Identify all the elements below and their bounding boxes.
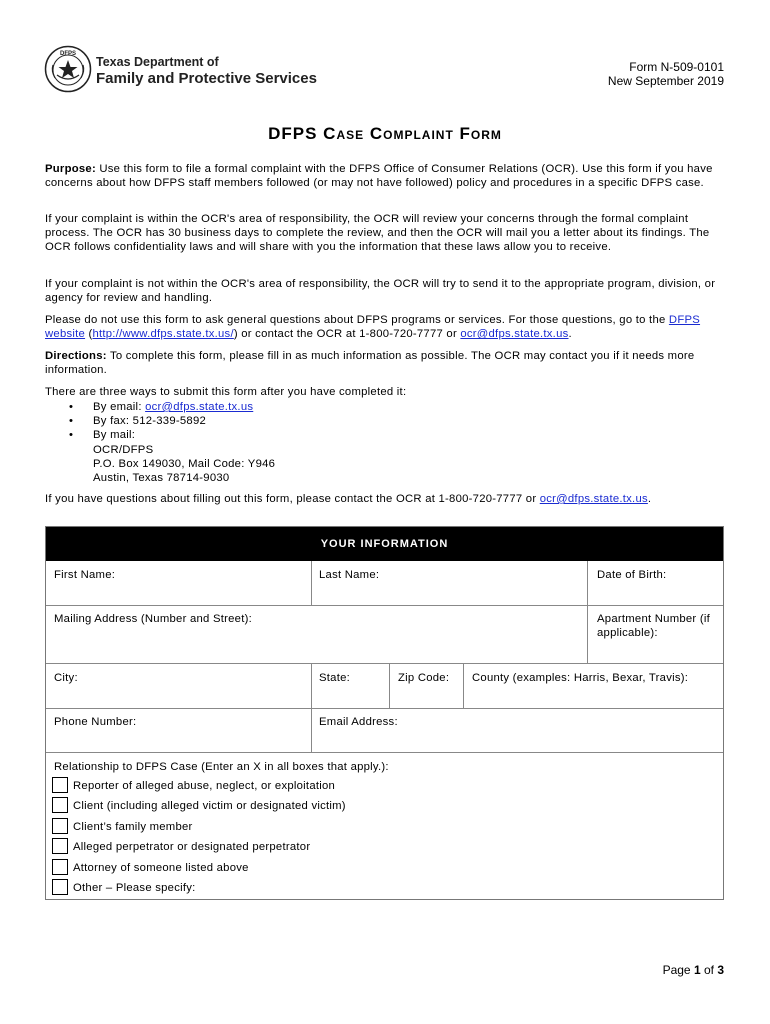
col-divider — [311, 663, 312, 752]
submit-email-link[interactable]: ocr@dfps.state.tx.us — [145, 401, 254, 413]
logo-badge-text: DFPS — [59, 51, 77, 57]
purpose-label: Purpose: — [45, 163, 96, 175]
last-name-field[interactable]: Last Name: — [319, 569, 380, 581]
checkbox[interactable] — [52, 818, 68, 834]
mailing-address-field[interactable]: Mailing Address (Number and Street): — [54, 613, 252, 625]
phone-number-field[interactable]: Phone Number: — [54, 716, 137, 728]
title-text: DFPS Case Complaint Form — [268, 124, 502, 143]
form-number: Form N-509-0101 — [629, 60, 724, 74]
first-name-field[interactable]: First Name: — [54, 569, 116, 581]
checkbox[interactable] — [52, 777, 68, 793]
dfps-seal-icon — [44, 45, 92, 93]
directions-paragraph — [45, 349, 727, 377]
checkbox[interactable] — [52, 797, 68, 813]
dfps-website-link[interactable]: DFPS website — [45, 314, 701, 341]
col-divider — [587, 561, 588, 663]
responsibility-paragraph: If your complaint is within the OCR's area of responsibility, the OCR will review your concerns through the formal complaint process. The OCR has 30 business days to complete the review, and then the OCR will mail you a letter about its findings. The OCR follows confidentiality laws and will share with you the information that these laws allow you to receive. — [45, 213, 710, 254]
submit-email-label: By email: — [93, 401, 146, 413]
option-label: Attorney of someone listed above — [73, 862, 249, 874]
zip-code-field[interactable]: Zip Code: — [398, 672, 450, 684]
page-current: 1 — [693, 963, 701, 977]
mail-address-line3: Austin, Texas 78714-9030 — [93, 472, 230, 485]
checkbox[interactable] — [52, 879, 68, 895]
page-label: Page — [662, 963, 694, 977]
org-name-line2: Family and Protective Services — [96, 70, 317, 87]
option-label: Alleged perpetrator or designated perpetrator — [73, 841, 311, 853]
col-divider — [463, 663, 464, 708]
relationship-label: Relationship to DFPS Case (Enter an X in all boxes that apply.): — [54, 761, 389, 773]
page-title — [0, 124, 770, 144]
page-total: 3 — [717, 963, 724, 977]
section-header: YOUR INFORMATION — [46, 527, 723, 561]
dfps-logo — [44, 45, 317, 95]
mail-address-line2: P.O. Box 149030, Mail Code: Y946 — [93, 457, 276, 470]
general-text-before: Please do not use this form to ask general questions about DFPS programs or services. For those questions, go to the — [45, 314, 669, 326]
questions-email-link[interactable]: ocr@dfps.state.tx.us — [539, 493, 648, 505]
submit-mail-item — [69, 428, 569, 485]
page-number — [663, 963, 724, 977]
option-label: Client (including alleged victim or designated victim) — [73, 800, 346, 812]
option-label: Reporter of alleged abuse, neglect, or exploitation — [73, 780, 336, 792]
page-of: of — [700, 963, 718, 977]
submit-intro: There are three ways to submit this form after you have completed it: — [45, 386, 407, 398]
questions-text: If you have questions about filling out this form, please contact the OCR at 1-800-720-7777 or — [45, 493, 540, 505]
row-divider — [46, 605, 723, 606]
option-label: Other – Please specify: — [73, 882, 196, 894]
your-information-form — [45, 526, 724, 900]
row-divider — [46, 752, 723, 753]
dfps-website-url-link[interactable]: http://www.dfps.state.tx.us/ — [92, 328, 234, 341]
mail-address-line1: OCR/DFPS — [93, 443, 154, 456]
purpose-paragraph — [45, 162, 727, 190]
date-of-birth-field[interactable]: Date of Birth: — [597, 569, 667, 581]
form-meta — [608, 60, 724, 88]
state-field[interactable]: State: — [319, 672, 351, 684]
submit-fax-item: • By fax: 512-339-5892 — [69, 414, 569, 428]
questions-end: . — [647, 493, 652, 505]
purpose-text: Use this form to file a formal complaint with the DFPS Office of Consumer Relations (OCR). Use this form if you have concerns about how DFPS staff members followed (or may not have followed) policy and procedures in a specific DFPS case. — [45, 163, 713, 190]
row-divider — [46, 708, 723, 709]
city-field[interactable]: City: — [54, 672, 78, 684]
submit-methods-list — [69, 400, 569, 485]
col-divider — [311, 561, 312, 605]
not-within-paragraph: If your complaint is not within the OCR's area of responsibility, the OCR will try to send it to the appropriate program, division, or agency for review and handling. — [45, 278, 716, 305]
submit-email-item — [69, 400, 569, 414]
col-divider — [389, 663, 390, 708]
general-open-paren: ( — [85, 328, 93, 341]
checkbox[interactable] — [52, 838, 68, 854]
form-date: New September 2019 — [607, 74, 724, 88]
apartment-number-field[interactable]: Apartment Number (if applicable): — [597, 613, 710, 640]
submit-mail-label: • By mail: — [93, 429, 136, 442]
option-label: Client’s family member — [73, 821, 193, 833]
directions-text: To complete this form, please fill in as much information as possible. The OCR may contact you if it needs more information. — [45, 350, 695, 377]
row-divider — [46, 663, 723, 664]
email-address-field[interactable]: Email Address: — [319, 716, 398, 728]
ocr-email-link[interactable]: ocr@dfps.state.tx.us — [460, 328, 569, 341]
general-questions-paragraph — [45, 313, 727, 341]
org-name-line1: Texas Department of — [96, 55, 219, 69]
directions-label: Directions: — [45, 350, 107, 362]
general-end: . — [568, 328, 572, 341]
questions-paragraph — [45, 492, 727, 506]
general-text-middle: ) or contact the OCR at 1-800-720-7777 or — [233, 328, 461, 341]
county-field[interactable]: County (examples: Harris, Bexar, Travis): — [472, 672, 689, 684]
checkbox[interactable] — [52, 859, 68, 875]
